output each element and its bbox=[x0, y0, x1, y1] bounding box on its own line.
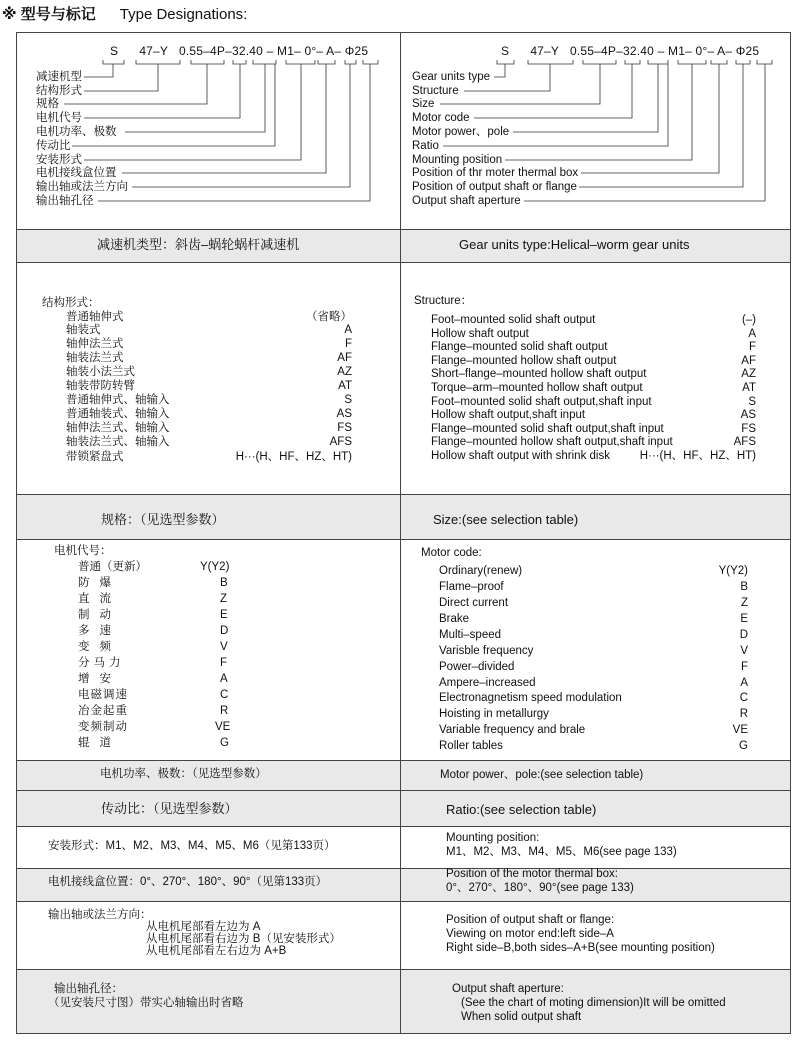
motor-power-cn: 电机功率、极数：（见选型参数） bbox=[100, 768, 267, 780]
motor-code-item: Flame–proof bbox=[439, 581, 504, 593]
motor-code-item: Ordinary(renew) bbox=[439, 565, 523, 577]
size-cn: 规格：（见选型参数） bbox=[101, 512, 225, 527]
motor-code-value: Y(Y2) bbox=[718, 565, 748, 577]
thermal-en-1: Position of the motor thermal box: bbox=[446, 868, 618, 880]
motor-code-value: D bbox=[739, 629, 748, 641]
structure-code: AF bbox=[337, 352, 352, 364]
structure-item: Foot–mounted solid shaft output,shaft input bbox=[431, 396, 652, 408]
motor-code-value: Z bbox=[740, 597, 748, 609]
motor-code-value: B bbox=[740, 581, 748, 593]
structure-item: 普通轴装式、轴输入 bbox=[66, 408, 170, 420]
row-divider bbox=[16, 760, 791, 761]
thermal-en-2: 0°、270°、180°、90°(see page 133) bbox=[446, 882, 634, 894]
motor-code-item: Brake bbox=[439, 613, 470, 625]
motor-code-item: 增安 bbox=[78, 673, 121, 685]
structure-item: 轴伸法兰式、轴输入 bbox=[66, 422, 170, 434]
legend-item: Structure bbox=[412, 85, 459, 97]
structure-item: Hollow shaft output with shrink disk bbox=[431, 450, 610, 462]
mounting-en-2: M1、M2、M3、M4、M5、M6(see page 133) bbox=[446, 846, 677, 858]
structure-code: AF bbox=[741, 355, 756, 367]
ratio-cn: 传动比：（见选型参数） bbox=[101, 801, 238, 816]
aperture-en-1: Output shaft aperture: bbox=[452, 983, 564, 995]
motor-code-item: 分马力 bbox=[78, 657, 125, 669]
structure-code: F bbox=[344, 338, 352, 350]
structure-code: AFS bbox=[329, 436, 352, 448]
aperture-cn-2: （见安装尺寸图）带实心轴输出时省略 bbox=[48, 997, 244, 1009]
legend-item: Position of thr moter thermal box bbox=[412, 167, 579, 179]
structure-code: A bbox=[344, 324, 352, 336]
row-divider bbox=[16, 826, 791, 827]
motor-code-value: R bbox=[739, 708, 748, 720]
motor-code-value: C bbox=[220, 689, 229, 701]
structure-item: 轴装带防转臂 bbox=[66, 380, 135, 392]
row-divider bbox=[16, 790, 791, 791]
motor-code-heading-en: Motor code: bbox=[421, 547, 482, 559]
structure-code: AT bbox=[742, 382, 756, 394]
output-dir-cn-2: 从电机尾部看左边为 A bbox=[146, 921, 261, 933]
output-dir-en-1: Position of output shaft or flange: bbox=[446, 914, 615, 926]
gear-type-en: Gear units type:Helical–worm gear units bbox=[459, 237, 690, 252]
legend-item: Gear units type bbox=[412, 71, 490, 83]
structure-item: Flange–mounted solid shaft output bbox=[431, 341, 608, 353]
structure-item: 带锁紧盘式 bbox=[66, 451, 124, 463]
motor-code-value: E bbox=[740, 613, 748, 625]
structure-code: S bbox=[344, 394, 352, 406]
row-divider bbox=[16, 229, 791, 230]
mounting-en-1: Mounting position: bbox=[446, 832, 540, 844]
structure-item: Hollow shaft output,shaft input bbox=[431, 409, 586, 421]
structure-heading-en: Structure： bbox=[414, 295, 473, 307]
structure-code: AT bbox=[338, 380, 352, 392]
output-dir-cn-3: 从电机尾部看右边为 B（见安装形式） bbox=[146, 933, 341, 945]
legend-item: Size bbox=[412, 98, 435, 110]
motor-code-value: V bbox=[740, 645, 748, 657]
motor-code-item: Varisble frequency bbox=[439, 645, 534, 657]
structure-code: F bbox=[748, 341, 756, 353]
output-dir-en-3: Right side–B,both sides–A+B(see mounting position) bbox=[446, 942, 715, 954]
row-divider bbox=[16, 539, 791, 540]
motor-code-item: Variable frequency and brale bbox=[439, 724, 586, 736]
aperture-cn-1: 输出轴孔径： bbox=[54, 983, 123, 995]
structure-code: AS bbox=[336, 408, 352, 420]
structure-item: 轴装小法兰式 bbox=[66, 366, 135, 378]
legend-item: 结构形式 bbox=[36, 85, 82, 97]
legend-item: Motor code bbox=[412, 112, 470, 124]
motor-code-item: Ampere–increased bbox=[439, 677, 536, 689]
structure-code: S bbox=[748, 396, 756, 408]
motor-code-value: R bbox=[220, 705, 229, 717]
motor-code-item: Hoisting in metallurgy bbox=[439, 708, 549, 720]
structure-item: Hollow shaft output bbox=[431, 328, 529, 340]
row-divider bbox=[16, 494, 791, 495]
legend-item: Motor power、pole bbox=[412, 126, 510, 138]
motor-code-value: F bbox=[220, 657, 228, 669]
motor-code-value: D bbox=[220, 625, 229, 637]
designation-left: S 47–Y 0.55–4P–32.40 – M1– 0°– A– Φ25 bbox=[110, 44, 369, 58]
size-en: Size:(see selection table) bbox=[433, 512, 579, 527]
structure-item: 普通轴伸式 bbox=[66, 311, 124, 323]
structure-code: FS bbox=[337, 422, 352, 434]
legend-item: Output shaft aperture bbox=[412, 195, 521, 207]
structure-code: H···(H、HF、HZ、HT) bbox=[235, 451, 352, 463]
ratio-en: Ratio:(see selection table) bbox=[446, 802, 597, 817]
motor-code-value: Y(Y2) bbox=[200, 561, 230, 573]
structure-code: AZ bbox=[741, 368, 756, 380]
structure-item: Flange–mounted solid shaft output,shaft input bbox=[431, 423, 664, 435]
motor-code-value: G bbox=[739, 740, 748, 752]
motor-power-en: Motor power、pole:(see selection table) bbox=[440, 769, 644, 781]
output-dir-en-2: Viewing on motor end:left side–A bbox=[446, 928, 614, 940]
legend-item: 减速机型 bbox=[36, 71, 82, 83]
row-divider bbox=[16, 969, 791, 970]
structure-code: A bbox=[748, 328, 756, 340]
legend-item: 传动比 bbox=[36, 140, 71, 152]
legend-item: 输出轴或法兰方向 bbox=[36, 181, 128, 193]
structure-item: 普通轴伸式、轴输入 bbox=[66, 394, 170, 406]
motor-code-item: 冶金起重 bbox=[78, 705, 128, 717]
motor-code-item: 变频制动 bbox=[78, 721, 128, 733]
motor-code-value: E bbox=[220, 609, 228, 621]
structure-item: Foot–mounted solid shaft output bbox=[431, 314, 596, 326]
structure-item: Flange–mounted hollow shaft output,shaft input bbox=[431, 436, 673, 448]
motor-code-item: 制动 bbox=[78, 609, 121, 621]
thermal-cn: 电机接线盒位置：0°、270°、180°、90°（见第133页） bbox=[48, 876, 328, 888]
motor-code-item: 防爆 bbox=[78, 577, 121, 589]
structure-item: Torque–arm–mounted hollow shaft output bbox=[431, 382, 643, 394]
structure-code: AS bbox=[740, 409, 756, 421]
motor-code-item: 辊道 bbox=[78, 737, 121, 749]
page-title: ※ 型号与标记 Type Designations: bbox=[2, 6, 248, 23]
motor-code-value: B bbox=[220, 577, 228, 589]
structure-heading-cn: 结构形式： bbox=[42, 297, 100, 309]
motor-code-value: Z bbox=[220, 593, 228, 605]
motor-code-item: 普通（更新） bbox=[78, 561, 147, 573]
motor-code-item: Electronagnetism speed modulation bbox=[439, 692, 622, 704]
legend-item: 规格 bbox=[36, 98, 59, 110]
structure-item: 轴装式 bbox=[66, 324, 101, 336]
motor-code-value: V bbox=[220, 641, 228, 653]
motor-code-item: 多速 bbox=[78, 625, 121, 637]
legend-item: Position of output shaft or flange bbox=[412, 181, 577, 193]
row-divider bbox=[16, 868, 791, 869]
motor-code-value: F bbox=[740, 661, 748, 673]
structure-code: AZ bbox=[337, 366, 352, 378]
legend-item: Ratio bbox=[412, 140, 439, 152]
structure-code: (–) bbox=[741, 314, 756, 326]
motor-code-item: 电磁调速 bbox=[78, 689, 128, 701]
motor-code-item: Multi–speed bbox=[439, 629, 502, 641]
legend-item: 输出轴孔径 bbox=[36, 195, 94, 207]
output-dir-cn-4: 从电机尾部看左右边为 A+B bbox=[146, 945, 287, 957]
motor-code-heading-cn: 电机代号： bbox=[54, 545, 112, 557]
motor-code-item: 变频 bbox=[78, 641, 121, 653]
column-divider bbox=[400, 32, 401, 1034]
aperture-en-2: (See the chart of moting dimension)It will be omitted bbox=[461, 997, 726, 1009]
legend-item: 电机接线盒位置 bbox=[36, 167, 117, 179]
mounting-cn: 安装形式：M1、M2、M3、M4、M5、M6（见第133页） bbox=[48, 840, 336, 852]
structure-item: Short–flange–mounted hollow shaft output bbox=[431, 368, 647, 380]
structure-item: 轴装法兰式 bbox=[66, 352, 124, 364]
structure-code: （省略） bbox=[306, 311, 352, 323]
motor-code-value: C bbox=[739, 692, 748, 704]
structure-code: FS bbox=[741, 423, 756, 435]
structure-item: Flange–mounted hollow shaft output bbox=[431, 355, 617, 367]
motor-code-value: G bbox=[220, 737, 229, 749]
motor-code-item: Roller tables bbox=[439, 740, 503, 752]
motor-code-item: Direct current bbox=[439, 597, 509, 609]
output-dir-cn-1: 输出轴或法兰方向： bbox=[48, 909, 152, 921]
motor-code-value: VE bbox=[215, 721, 231, 733]
motor-code-value: A bbox=[220, 673, 228, 685]
aperture-en-3: When solid output shaft bbox=[461, 1011, 582, 1023]
motor-code-value: VE bbox=[732, 724, 748, 736]
motor-code-item: Power–divided bbox=[439, 661, 515, 673]
structure-code: H···(H、HF、HZ、HT) bbox=[639, 450, 756, 462]
structure-item: 轴装法兰式、轴输入 bbox=[66, 436, 170, 448]
legend-item: Mounting position bbox=[412, 154, 503, 166]
legend-item: 安装形式 bbox=[36, 154, 82, 166]
motor-code-value: A bbox=[740, 677, 748, 689]
designation-right: S 47–Y 0.55–4P–32.40 – M1– 0°– A– Φ25 bbox=[501, 44, 760, 58]
legend-item: 电机代号 bbox=[36, 112, 82, 124]
structure-code: AFS bbox=[733, 436, 756, 448]
motor-code-item: 直流 bbox=[78, 593, 121, 605]
gear-type-cn: 减速机类型：斜齿–蜗轮蜗杆减速机 bbox=[97, 237, 300, 252]
row-divider bbox=[16, 901, 791, 902]
structure-item: 轴伸法兰式 bbox=[66, 338, 124, 350]
legend-item: 电机功率、极数 bbox=[36, 126, 117, 138]
row-divider bbox=[16, 262, 791, 263]
